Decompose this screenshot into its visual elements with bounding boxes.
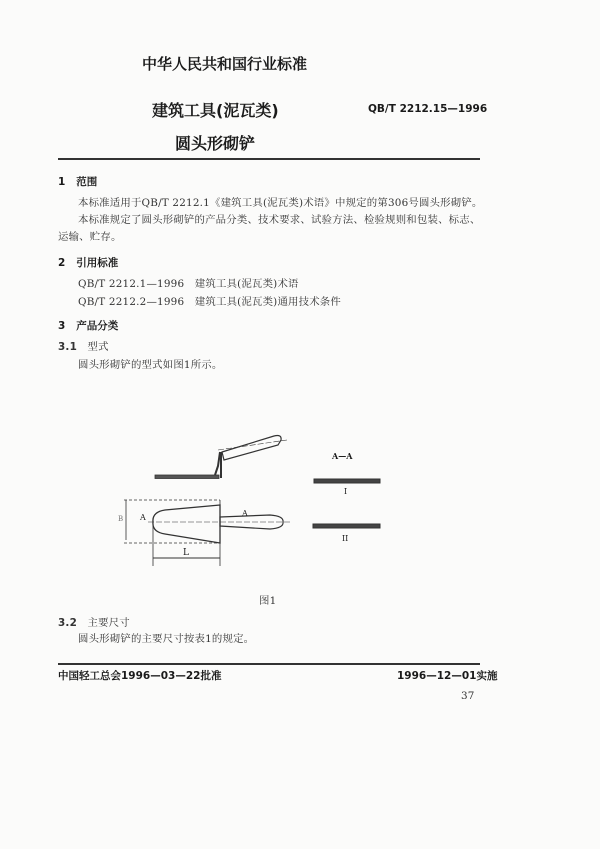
section-3-2-heading: 3.2 主要尺寸 [58, 617, 130, 629]
section-mark-a: A [140, 513, 146, 522]
section-3-1-text: 圆头形砌铲的型式如图1所示。 [78, 359, 223, 371]
section-1-heading: 1 范围 [58, 176, 98, 188]
footer-rule [58, 663, 480, 665]
width-label: B [118, 515, 124, 523]
reference-item: QB/T 2212.1—1996 建筑工具(泥瓦类)术语 [78, 278, 299, 290]
section-2-heading: 2 引用标准 [58, 257, 119, 269]
length-label: L [183, 548, 189, 558]
type-i-label: I [344, 487, 348, 496]
title-line1: 建筑工具(泥瓦类) [152, 101, 279, 120]
section-3-1-heading: 3.1 型式 [58, 341, 109, 353]
section-1-p1: 本标准适用于QB/T 2212.1《建筑工具(泥瓦类)术语》中规定的第306号圆头形砌铲。 [78, 197, 483, 209]
type-ii-label: II [342, 534, 349, 543]
standard-code: QB/T 2212.15—1996 [368, 103, 488, 115]
effective-date: 1996—12—01实施 [397, 670, 498, 682]
section-label: A—A [332, 451, 353, 461]
approval-date: 中国轻工总会1996—03—22批准 [58, 670, 222, 682]
figure-caption: 图1 [259, 595, 277, 607]
section-1-p2b: 运输、贮存。 [58, 231, 122, 243]
page-number: 37 [461, 690, 475, 702]
section-mark-a: A [242, 509, 248, 518]
section-1-p2a: 本标准规定了圆头形砌铲的产品分类、技术要求、试验方法、检验规则和包装、标志、 [78, 214, 481, 226]
issuing-org: 中华人民共和国行业标准 [142, 55, 308, 73]
section-3-heading: 3 产品分类 [58, 320, 119, 332]
title-line2: 圆头形砌铲 [175, 134, 256, 153]
reference-item: QB/T 2212.2—1996 建筑工具(泥瓦类)通用技术条件 [78, 296, 341, 308]
section-3-2-text: 圆头形砌铲的主要尺寸按表1的规定。 [78, 633, 255, 645]
